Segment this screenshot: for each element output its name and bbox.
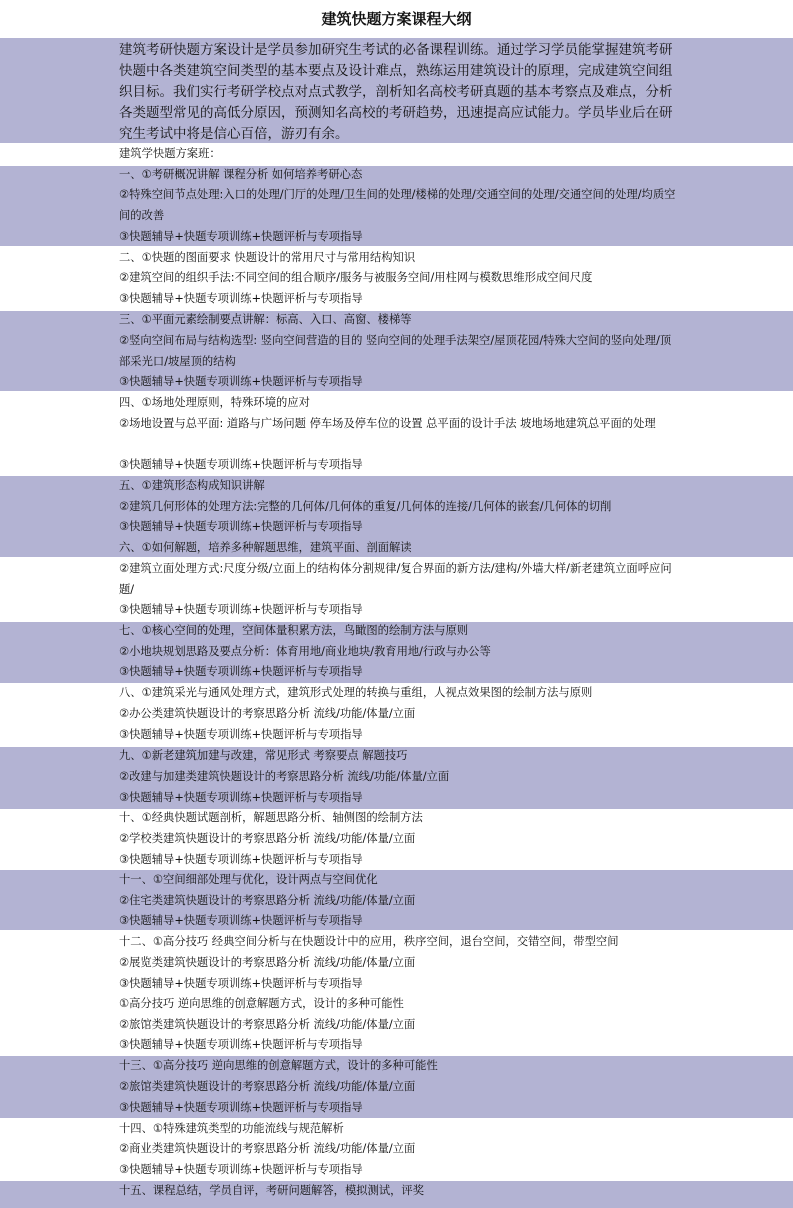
outline-line: 四、①场地处理原则，特殊环境的应对	[119, 396, 310, 409]
outline-line: 八、①建筑采光与通风处理方式，建筑形式处理的转换与重组，人视点效果图的绘制方法与原则	[119, 686, 593, 699]
outline-line: 十四、①特殊建筑类型的功能流线与规范解析	[119, 1122, 344, 1135]
outline-line: ②特殊空间节点处理:入口的处理/门厅的处理/卫生间的处理/楼梯的处理/交通空间的处理/交通空间的处理/均质空间的改善	[119, 188, 676, 222]
outline-line: 五、①建筑形态构成知识讲解	[119, 479, 265, 492]
outline-line: 九、①新老建筑加建与改建，常见形式 考察要点 解题技巧	[119, 749, 408, 762]
outline-line: 十一、①空间细部处理与优化，设计两点与空间优化	[119, 873, 378, 886]
outline-line: 十、①经典快题试题剖析，解题思路分析、轴侧图的绘制方法	[119, 811, 423, 824]
outline-line: 十三、①高分技巧 逆向思维的创意解题方式，设计的多种可能性	[119, 1059, 438, 1072]
outline-line: ②场地设置与总平面: 道路与广场问题 停车场及停车位的设置 总平面的设计手法 坡地场地建筑总平面的处理	[119, 417, 656, 430]
outline-line: ③快题辅导+快题专项训练+快题评析与专项指导	[119, 977, 363, 990]
outline-line: ②建筑几何形体的处理方法:完整的几何体/几何体的重复/几何体的连接/几何体的嵌套/几何体的切削	[119, 500, 612, 513]
outline-line: ③快题辅导+快题专项训练+快题评析与专项指导	[119, 914, 363, 927]
outline-line: 二、①快题的图面要求 快题设计的常用尺寸与常用结构知识	[119, 251, 416, 264]
outline-line: ③快题辅导+快题专项训练+快题评析与专项指导	[119, 791, 363, 804]
outline-line: ③快题辅导+快题专项训练+快题评析与专项指导	[119, 458, 363, 471]
outline-line: ③快题辅导+快题专项训练+快题评析与专项指导	[119, 230, 363, 243]
outline-line: ②办公类建筑快题设计的考察思路分析 流线/功能/体量/立面	[119, 707, 416, 720]
outline-line: 一、①考研概况讲解 课程分析 如何培养考研心态	[119, 168, 363, 181]
intro-paragraph: 建筑考研快题方案设计是学员参加研究生考试的必备课程训练。通过学习学员能掌握建筑考研快题中各类建筑空间类型的基本要点及设计难点，熟练运用建筑设计的原理，完成建筑空间组织目标。我们实行考研学校点对点式教学，剖析知名高校考研真题的基本考察点及难点，分析各类题型常见的高低分原因，预测知名高校的考研趋势，迅速提高应试能力。学员毕业后在研究生考试中将是信心百倍，游刃有余。	[119, 42, 673, 142]
outline-line: ②旅馆类建筑快题设计的考察思路分析 流线/功能/体量/立面	[119, 1080, 416, 1093]
outline-line: ③快题辅导+快题专项训练+快题评析与专项指导	[119, 520, 363, 533]
outline-line: ③快题辅导+快题专项训练+快题评析与专项指导	[119, 665, 363, 678]
outline-line: ②改建与加建类建筑快题设计的考察思路分析 流线/功能/体量/立面	[119, 770, 450, 783]
outline-line: 六、①如何解题，培养多种解题思维，建筑平面、剖面解读	[119, 541, 412, 554]
outline-line: ②建筑立面处理方式:尺度分级/立面上的结构体分割规律/复合界面的新方法/建构/外墙大样/新老建筑立面呼应问题/	[119, 562, 672, 596]
outline-line: ③快题辅导+快题专项训练+快题评析与专项指导	[119, 1101, 363, 1114]
outline-line: ②旅馆类建筑快题设计的考察思路分析 流线/功能/体量/立面	[119, 1018, 416, 1031]
outline-line: ②商业类建筑快题设计的考察思路分析 流线/功能/体量/立面	[119, 1142, 416, 1155]
outline-line: ③快题辅导+快题专项训练+快题评析与专项指导	[119, 292, 363, 305]
outline-line: ②小地块规划思路及要点分析：体育用地/商业地块/教育用地/行政与办公等	[119, 645, 491, 658]
outline-line: 十二、①高分技巧 经典空间分析与在快题设计中的应用，秩序空间，退台空间，交错空间，带型空间	[119, 935, 619, 948]
outline-line: 三、①平面元素绘制要点讲解：标高、入口、高窗、楼梯等	[119, 313, 412, 326]
outline-line: ③快题辅导+快题专项训练+快题评析与专项指导	[119, 603, 363, 616]
outline-line: ③快题辅导+快题专项训练+快题评析与专项指导	[119, 1038, 363, 1051]
outline-line: ②学校类建筑快题设计的考察思路分析 流线/功能/体量/立面	[119, 832, 416, 845]
outline-line: ②建筑空间的组织手法:不同空间的组合顺序/服务与被服务空间/用柱网与模数思维形成空间尺度	[119, 271, 593, 284]
outline-line: ②竖向空间布局与结构选型: 竖向空间营造的目的 竖向空间的处理手法架空/屋顶花园/特殊大空间的竖向处理/顶部采光口/坡屋顶的结构	[119, 334, 672, 368]
outline-line: 七、①核心空间的处理，空间体量积累方法，鸟瞰图的绘制方法与原则	[119, 624, 469, 637]
outline-line: ①高分技巧 逆向思维的创意解题方式，设计的多种可能性	[119, 997, 404, 1010]
outline-line: ③快题辅导+快题专项训练+快题评析与专项指导	[119, 375, 363, 388]
class-label: 建筑学快题方案班：	[119, 147, 221, 160]
outline-line: ③快题辅导+快题专项训练+快题评析与专项指导	[119, 853, 363, 866]
outline-line: ②展览类建筑快题设计的考察思路分析 流线/功能/体量/立面	[119, 956, 416, 969]
outline-line: 十五、课程总结，学员自评，考研问题解答，模拟测试，评奖	[119, 1184, 425, 1197]
outline-line: ③快题辅导+快题专项训练+快题评析与专项指导	[119, 1163, 363, 1176]
outline-line: ②住宅类建筑快题设计的考察思路分析 流线/功能/体量/立面	[119, 894, 416, 907]
page-title: 建筑快题方案课程大纲	[321, 10, 472, 28]
outline-line: ③快题辅导+快题专项训练+快题评析与专项指导	[119, 728, 363, 741]
